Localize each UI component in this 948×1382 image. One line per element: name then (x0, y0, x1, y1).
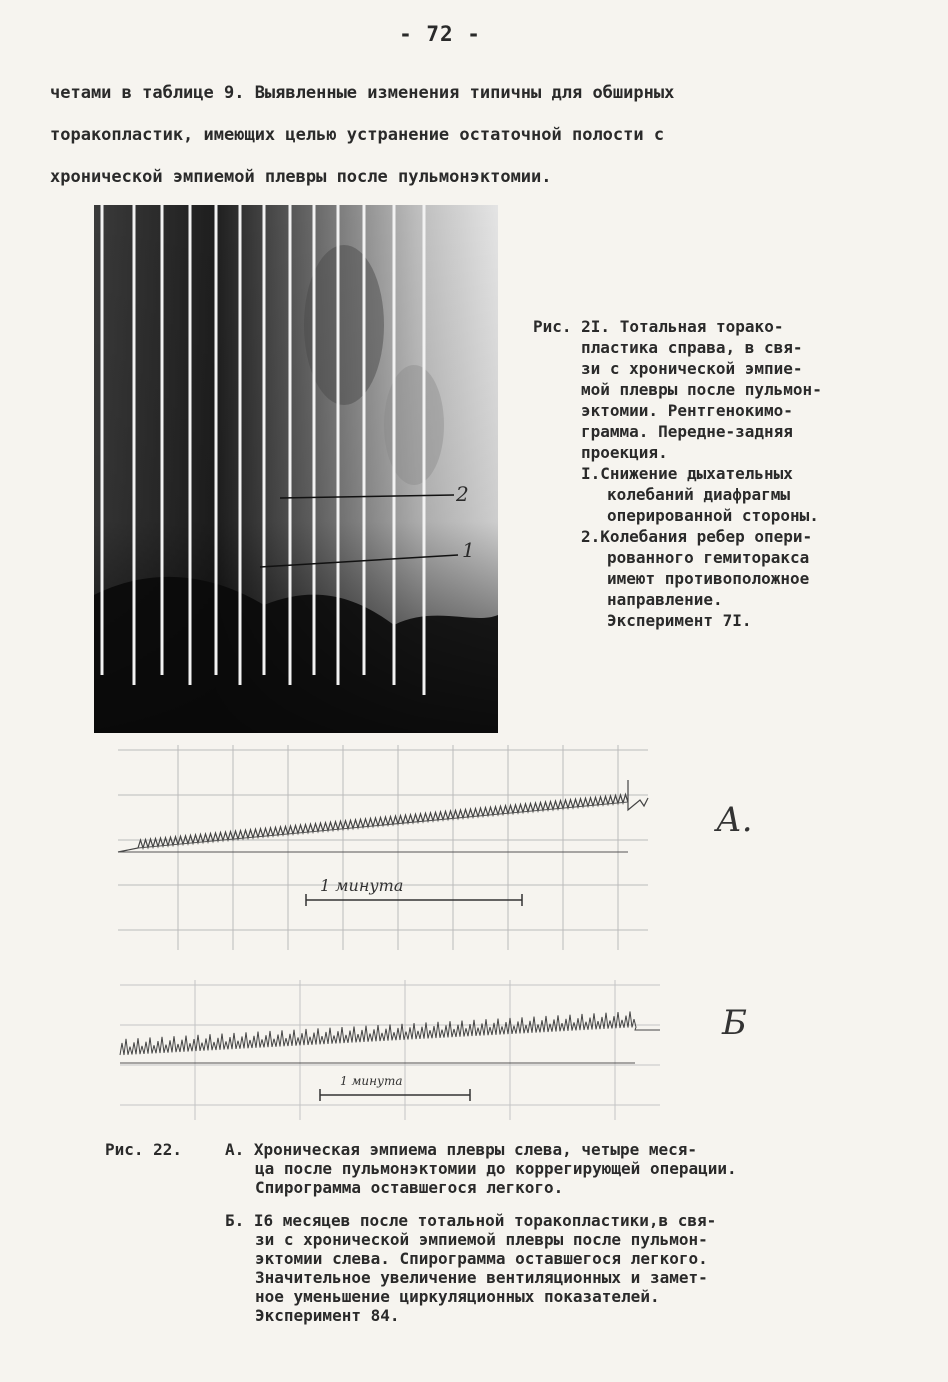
spirogram-b (115, 975, 665, 1125)
page-number: - 72 - (399, 22, 481, 46)
caption-b-line: зи с хронической эмпиемой плевры после пульмон- (255, 1230, 708, 1249)
intro-line: торакопластик, имеющих целью устранение остаточной полости с (50, 125, 665, 145)
kymogram-marker-2: 2 (456, 482, 469, 506)
figure22-label: Рис. 22. (105, 1140, 183, 1159)
intro-line: хронической эмпиемой плевры после пульмонэктомии. (50, 167, 552, 187)
figure-letter-b: Б (722, 1003, 747, 1043)
spirogram-a (108, 740, 658, 955)
caption-b-line: Эксперимент 84. (255, 1306, 400, 1325)
caption-line: зи с хронической эмпие- (581, 359, 803, 378)
kymogram-marker-1: 1 (462, 538, 475, 562)
caption-line: грамма. Передне-задняя (581, 422, 793, 441)
caption-line: колебаний диафрагмы (607, 485, 791, 504)
caption-a-line: А. Хроническая эмпиема плевры слева, четыре меся- (225, 1140, 698, 1159)
caption-line: пластика справа, в свя- (581, 338, 803, 357)
figure-letter-a: А. (716, 800, 753, 840)
caption-line: проекция. (581, 443, 668, 462)
caption-line: направление. (607, 590, 723, 609)
caption-line: рованного гемиторакса (607, 548, 810, 567)
caption-line: оперированной стороны. (607, 506, 819, 525)
figure21-caption (533, 316, 933, 631)
caption-line: мой плевры после пульмон- (581, 380, 822, 399)
caption-b-line: ное уменьшение циркуляционных показателей. (255, 1287, 660, 1306)
caption-line: Эксперимент 7I. (607, 611, 752, 630)
caption-line (105, 1140, 925, 1159)
intro-paragraph (50, 72, 910, 198)
caption-line: Рис. 2I. Тотальная торако- (533, 317, 784, 336)
caption-a-line: ца после пульмонэктомии до коррегирующей операции. (255, 1159, 737, 1178)
caption-line: 2.Колебания ребер опери- (581, 527, 813, 546)
scale-label-a: 1 минута (320, 876, 404, 895)
kymogram-image (94, 205, 498, 733)
caption-b-line: Б. I6 месяцев после тотальной торакопластики,в свя- (225, 1211, 717, 1230)
caption-b-line: Значительное увеличение вентиляционных и замет- (255, 1268, 708, 1287)
caption-a-line: Спирограмма оставшегося легкого. (255, 1178, 564, 1197)
caption-line: I.Снижение дыхательных (581, 464, 793, 483)
figure22-caption (105, 1140, 925, 1325)
caption-b-line: эктомии слева. Спирограмма оставшегося легкого. (255, 1249, 708, 1268)
scale-label-b: 1 минута (340, 1074, 403, 1088)
caption-line: имеют противоположное (607, 569, 810, 588)
caption-line: эктомии. Рентгенокимо- (581, 401, 793, 420)
intro-line: четами в таблице 9. Выявленные изменения типичны для обширных (50, 83, 675, 103)
